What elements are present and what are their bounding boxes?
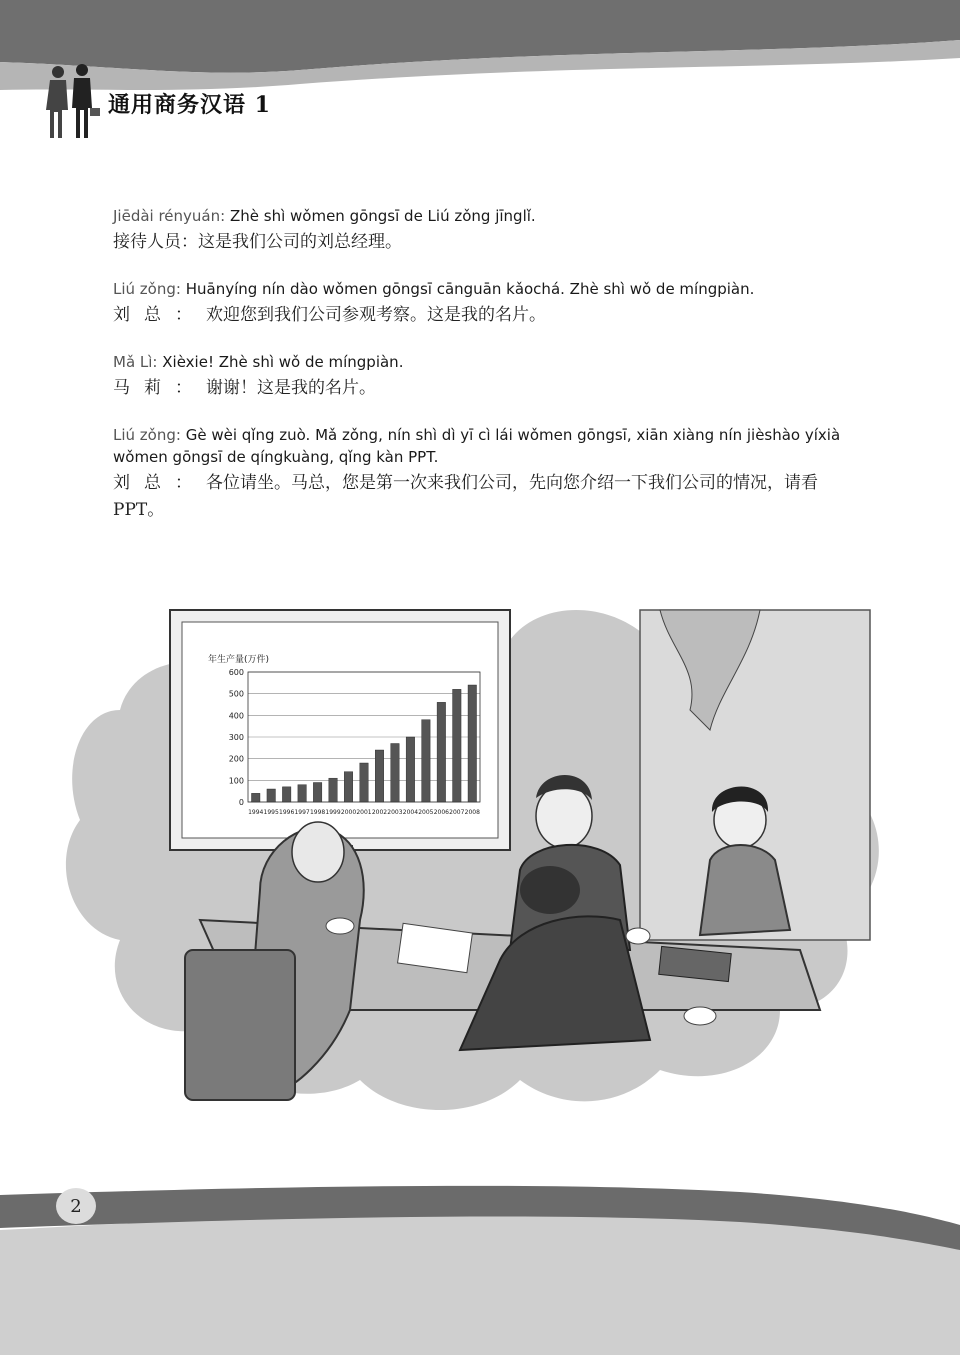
pinyin-text: Zhè shì wǒmen gōngsī de Liú zǒng jīnglǐ.	[229, 207, 536, 225]
chart-bar	[282, 787, 291, 802]
chart-bar	[298, 785, 307, 802]
hanzi-text: 这是我们公司的刘总经理。	[198, 232, 402, 252]
chart-bar	[251, 793, 260, 802]
speaker-pinyin: Liú zǒng:	[113, 280, 181, 298]
x-tick-label: 1996	[279, 809, 295, 816]
pinyin-line	[113, 205, 843, 227]
pinyin-line	[113, 278, 843, 300]
pinyin-text: Gè wèi qǐng zuò. Mǎ zǒng, nín shì dì yī cì lái wǒmen gōngsī, xiān xiàng nín jièshào yíxià wǒmen gōngsī de qíngkuàng, qǐng kàn PPT.	[113, 426, 841, 466]
pinyin-text: Xièxie! Zhè shì wǒ de míngpiàn.	[162, 353, 404, 371]
meeting-illustration	[60, 590, 900, 1130]
dialogue-turn	[113, 205, 843, 256]
book-title: 通用商务汉语 1	[108, 92, 271, 118]
chart-bar	[391, 744, 400, 803]
x-tick-label: 2007	[449, 809, 465, 816]
chart-bar	[453, 689, 462, 802]
chart-bar	[329, 778, 338, 802]
y-tick-label: 0	[238, 798, 244, 807]
speaker-hanzi: 马莉：	[113, 378, 206, 398]
chart-bar	[267, 789, 276, 802]
y-tick-label: 100	[228, 776, 244, 786]
dialogue-turn	[113, 278, 843, 329]
pinyin-text: Huānyíng nín dào wǒmen gōngsī cānguān kǎochá. Zhè shì wǒ de míngpiàn.	[185, 280, 755, 298]
chart-bar	[437, 702, 446, 802]
business-people-logo	[40, 60, 104, 140]
hanzi-text: 欢迎您到我们公司参观考察。这是我的名片。	[206, 305, 546, 325]
x-tick-label: 2006	[433, 809, 449, 816]
dialogue	[113, 205, 843, 546]
hanzi-line	[113, 375, 843, 402]
footer-band	[0, 1170, 960, 1355]
chart-bar	[360, 763, 369, 802]
x-tick-label: 2004	[402, 809, 419, 816]
x-tick-label: 1998	[309, 809, 326, 816]
y-tick-label: 400	[228, 711, 244, 721]
chart-title: 年生产量(万件)	[208, 655, 270, 665]
pinyin-line	[113, 424, 843, 468]
dialogue-turn	[113, 424, 843, 524]
chart-bar	[344, 772, 353, 802]
x-tick-label: 1999	[325, 809, 341, 816]
y-tick-label: 600	[228, 668, 244, 677]
speaker-pinyin: Jiēdài rényuán:	[113, 207, 226, 225]
hanzi-line	[113, 229, 843, 256]
hanzi-line	[113, 470, 843, 524]
x-tick-label: 2001	[356, 809, 372, 816]
x-tick-label: 1995	[263, 809, 279, 816]
x-tick-label: 2002	[371, 809, 388, 816]
y-tick-label: 500	[228, 689, 244, 699]
hanzi-text: 各位请坐。马总，您是第一次来我们公司，先向您介绍一下我们公司的情况，请看PPT。	[113, 473, 818, 520]
x-tick-label: 2003	[387, 809, 403, 816]
page-number: 2	[56, 1188, 96, 1224]
speaker-hanzi: 刘总：	[113, 473, 206, 493]
x-tick-label: 2008	[464, 809, 480, 816]
hanzi-text: 谢谢！这是我的名片。	[206, 378, 376, 398]
speaker-hanzi: 接待人员：	[113, 232, 198, 252]
speaker-hanzi: 刘总：	[113, 305, 206, 325]
speaker-pinyin: Liú zǒng:	[113, 426, 181, 444]
x-tick-label: 1994	[248, 809, 264, 816]
x-tick-label: 2000	[340, 809, 357, 816]
chart-bar	[313, 783, 322, 803]
x-tick-label: 1997	[294, 809, 310, 816]
header-band	[0, 0, 960, 150]
dialogue-turn	[113, 351, 843, 402]
chart-bar	[375, 750, 384, 802]
y-tick-label: 300	[228, 733, 244, 742]
pinyin-line	[113, 351, 843, 373]
hanzi-line	[113, 302, 843, 329]
chart-bar	[422, 720, 431, 802]
chart-bar	[468, 685, 477, 802]
x-tick-label: 2005	[418, 809, 434, 816]
y-tick-label: 200	[228, 754, 244, 764]
chart-bar	[406, 737, 415, 802]
speaker-pinyin: Mǎ Lì:	[113, 353, 158, 371]
